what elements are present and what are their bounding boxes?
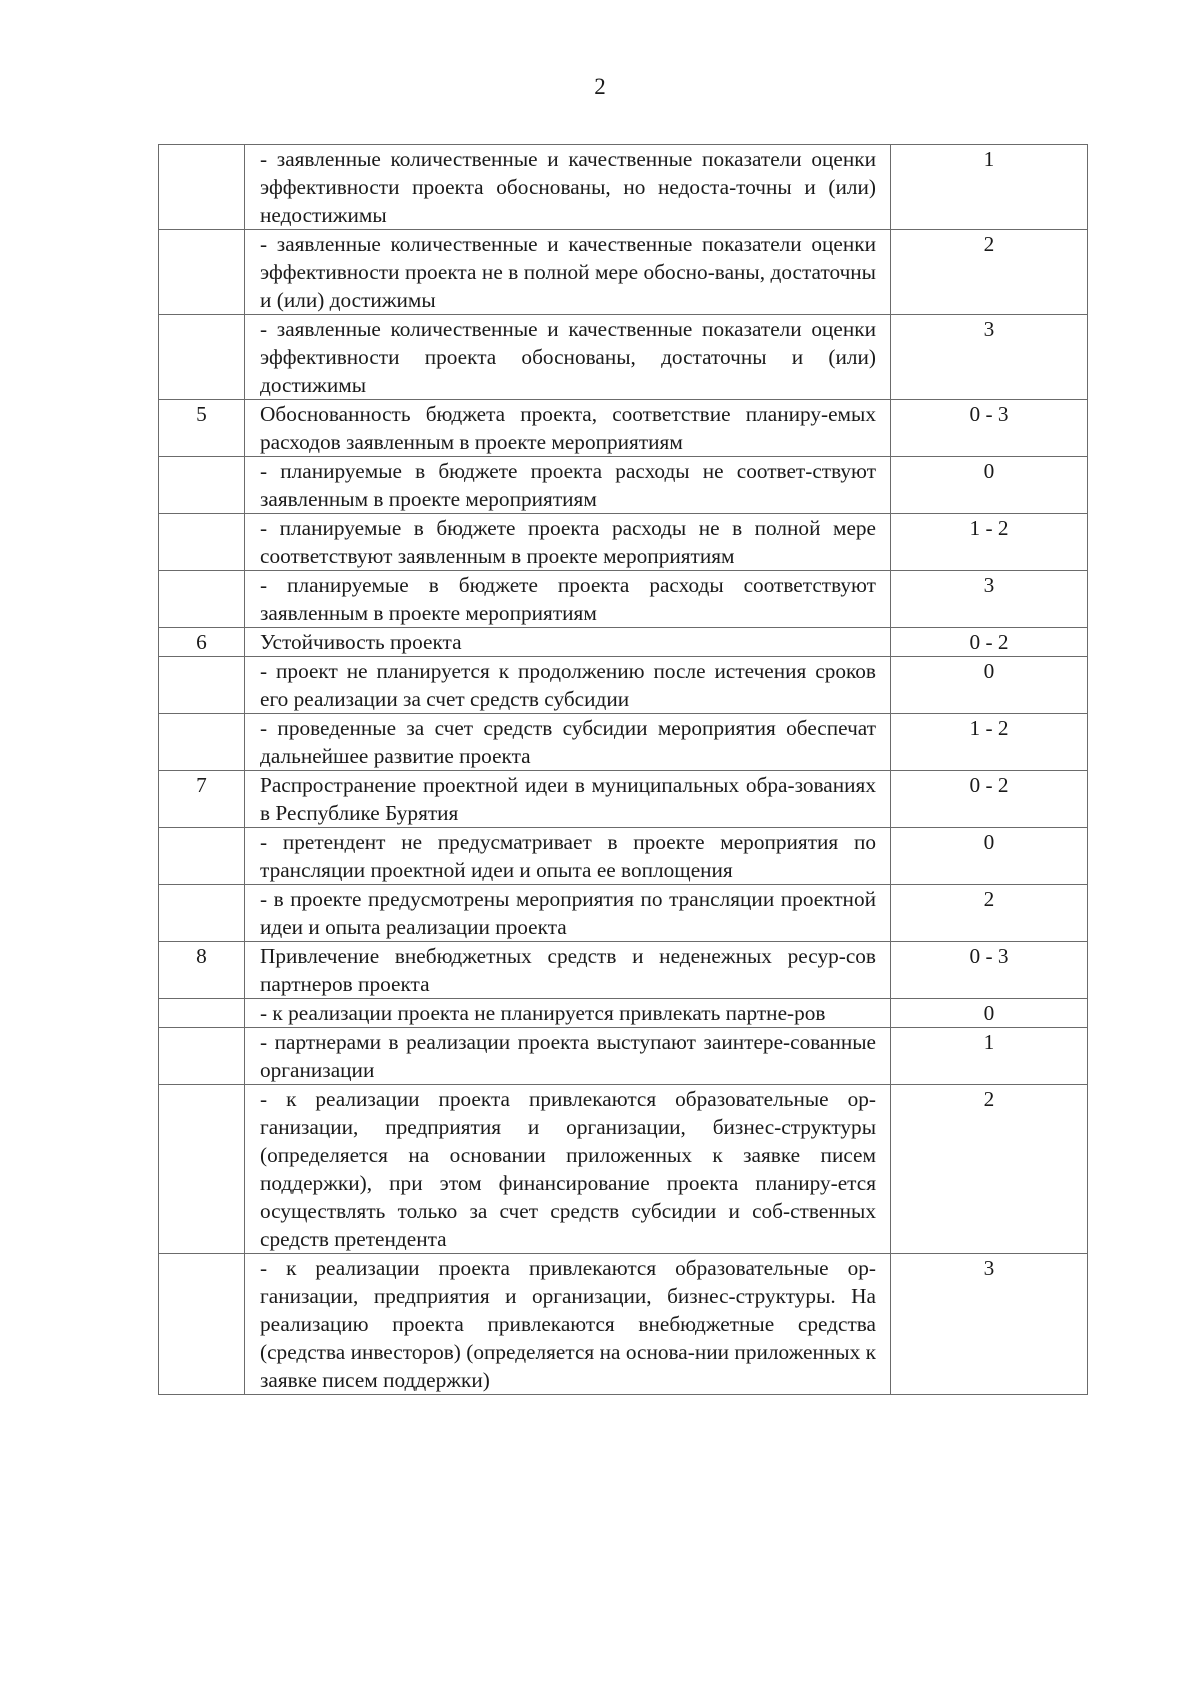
- criterion-score-cell: 0: [891, 999, 1088, 1028]
- criterion-description-cell: - проект не планируется к продолжению после истечения сроков его реализации за счет средств субсидии: [245, 657, 891, 714]
- criterion-number-cell: [159, 571, 245, 628]
- criterion-number-cell: 6: [159, 628, 245, 657]
- criterion-description-cell: Распространение проектной идеи в муниципальных обра-зованиях в Республике Бурятия: [245, 771, 891, 828]
- criterion-number-cell: 7: [159, 771, 245, 828]
- criterion-description-cell: Привлечение внебюджетных средств и неденежных ресур-сов партнеров проекта: [245, 942, 891, 999]
- table-row: [159, 942, 1088, 999]
- table-row: [159, 1254, 1088, 1395]
- criterion-number-cell: 5: [159, 400, 245, 457]
- criterion-description-cell: - претендент не предусматривает в проекте мероприятия по трансляции проектной идеи и опыта ее воплощения: [245, 828, 891, 885]
- criterion-number-cell: [159, 457, 245, 514]
- criterion-description-cell: - планируемые в бюджете проекта расходы соответствуют заявленным в проекте мероприятиям: [245, 571, 891, 628]
- table-row: [159, 771, 1088, 828]
- criterion-number-cell: [159, 885, 245, 942]
- table-row: [159, 657, 1088, 714]
- criterion-score-cell: 1 - 2: [891, 514, 1088, 571]
- criterion-score-cell: 0 - 3: [891, 942, 1088, 999]
- table-row: [159, 628, 1088, 657]
- criterion-description-cell: - заявленные количественные и качественные показатели оценки эффективности проекта не в полной мере обосно-ваны, достаточны и (или) достижимы: [245, 230, 891, 315]
- table-row: [159, 714, 1088, 771]
- criterion-description-cell: - проведенные за счет средств субсидии мероприятия обеспечат дальнейшее развитие проекта: [245, 714, 891, 771]
- criterion-number-cell: [159, 1028, 245, 1085]
- criterion-number-cell: [159, 657, 245, 714]
- criterion-description-cell: - к реализации проекта привлекаются образовательные ор-ганизации, предприятия и организации, бизнес-структуры (определяется на основании приложенных к заявке писем поддержки), при этом финансирование проекта планиру-ется осуществлять только за счет средств субсидии и соб-ственных средств претендента: [245, 1085, 891, 1254]
- criterion-score-cell: 3: [891, 571, 1088, 628]
- table-row: [159, 571, 1088, 628]
- table-row: [159, 514, 1088, 571]
- criterion-score-cell: 2: [891, 230, 1088, 315]
- table-row: [159, 457, 1088, 514]
- criterion-description-cell: - партнерами в реализации проекта выступают заинтере-сованные организации: [245, 1028, 891, 1085]
- criterion-score-cell: 0: [891, 657, 1088, 714]
- table-row: [159, 885, 1088, 942]
- criterion-score-cell: 1 - 2: [891, 714, 1088, 771]
- criteria-table-body: [159, 145, 1088, 1395]
- criterion-description-cell: - в проекте предусмотрены мероприятия по трансляции проектной идеи и опыта реализации проекта: [245, 885, 891, 942]
- table-row: [159, 999, 1088, 1028]
- criterion-number-cell: [159, 230, 245, 315]
- criterion-number-cell: [159, 1254, 245, 1395]
- table-row: [159, 315, 1088, 400]
- criterion-description-cell: - планируемые в бюджете проекта расходы не в полной мере соответствуют заявленным в проекте мероприятиям: [245, 514, 891, 571]
- criterion-score-cell: 0 - 2: [891, 771, 1088, 828]
- criterion-score-cell: 0 - 3: [891, 400, 1088, 457]
- criterion-number-cell: [159, 828, 245, 885]
- criterion-score-cell: 3: [891, 1254, 1088, 1395]
- table-row: [159, 828, 1088, 885]
- table-row: [159, 400, 1088, 457]
- criterion-number-cell: [159, 315, 245, 400]
- criterion-score-cell: 0: [891, 828, 1088, 885]
- criterion-number-cell: [159, 145, 245, 230]
- criterion-description-cell: - к реализации проекта привлекаются образовательные ор-ганизации, предприятия и организации, бизнес-структуры. На реализацию проекта привлекаются внебюджетные средства (средства инвесторов) (определяется на основа-нии приложенных к заявке писем поддержки): [245, 1254, 891, 1395]
- table-row: [159, 230, 1088, 315]
- criterion-score-cell: 1: [891, 1028, 1088, 1085]
- table-row: [159, 1085, 1088, 1254]
- criterion-score-cell: 2: [891, 885, 1088, 942]
- table-row: [159, 145, 1088, 230]
- criterion-description-cell: - заявленные количественные и качественные показатели оценки эффективности проекта обоснованы, но недоста-точны и (или) недостижимы: [245, 145, 891, 230]
- table-row: [159, 1028, 1088, 1085]
- criterion-description-cell: Обоснованность бюджета проекта, соответствие планиру-емых расходов заявленным в проекте мероприятиям: [245, 400, 891, 457]
- page-number: 2: [594, 74, 606, 99]
- criterion-description-cell: - планируемые в бюджете проекта расходы не соответ-ствуют заявленным в проекте мероприятиям: [245, 457, 891, 514]
- criterion-score-cell: 0: [891, 457, 1088, 514]
- criterion-number-cell: [159, 999, 245, 1028]
- criterion-description-cell: Устойчивость проекта: [245, 628, 891, 657]
- criterion-score-cell: 0 - 2: [891, 628, 1088, 657]
- criterion-score-cell: 2: [891, 1085, 1088, 1254]
- criterion-description-cell: - к реализации проекта не планируется привлекать партне-ров: [245, 999, 891, 1028]
- criterion-description-cell: - заявленные количественные и качественные показатели оценки эффективности проекта обоснованы, достаточны и (или) достижимы: [245, 315, 891, 400]
- criterion-number-cell: [159, 514, 245, 571]
- criteria-table: [158, 144, 1088, 1395]
- criterion-number-cell: [159, 714, 245, 771]
- criterion-number-cell: [159, 1085, 245, 1254]
- criterion-number-cell: 8: [159, 942, 245, 999]
- criterion-score-cell: 3: [891, 315, 1088, 400]
- criterion-score-cell: 1: [891, 145, 1088, 230]
